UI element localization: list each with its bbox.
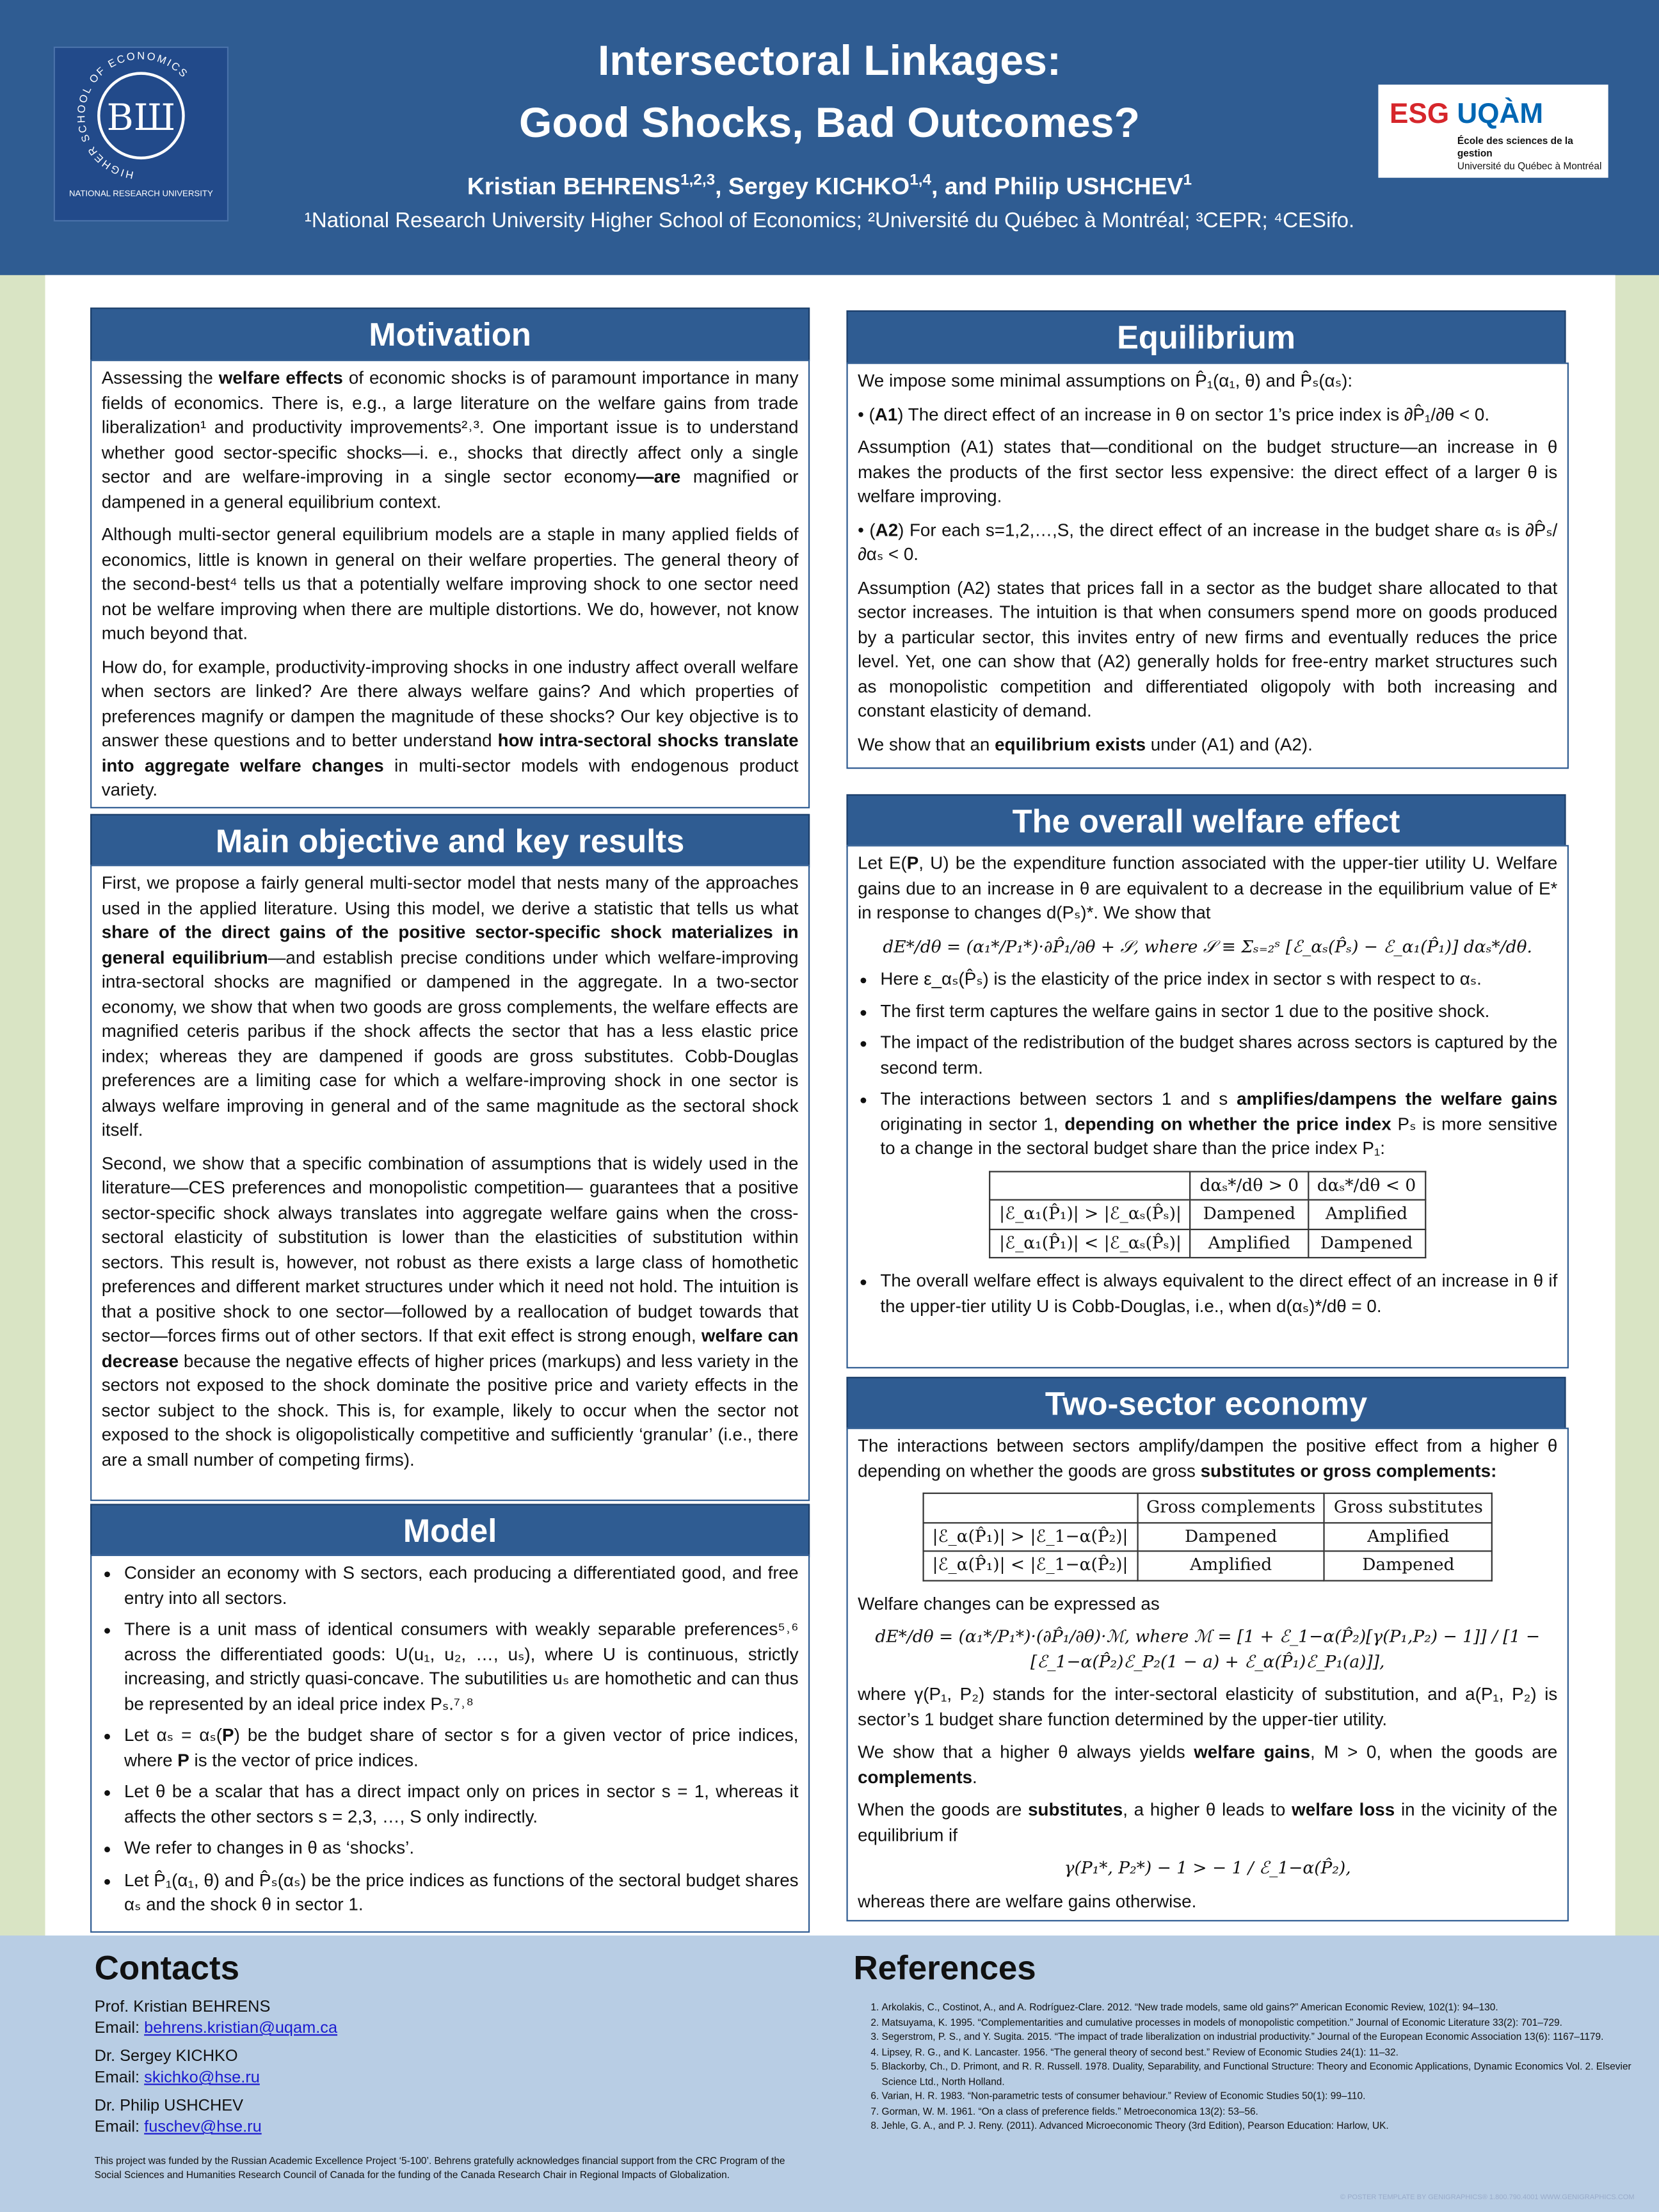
text-segment: Although multi-sector general equilibrium models are a staple in many applied fields of economics, little is known in general on their welfare properties. The general theory of the second-best⁴ tells us that a potentially welfare improving shock to one sector need not be welfare improving when there are multiple distortions. We do, however, not know much beyond that. <box>101 524 799 644</box>
author-name: Philip USHCHEV <box>993 173 1183 200</box>
text-segment: The interactions between sectors 1 and s <box>880 1089 1237 1109</box>
bold-text: depending on whether the price index <box>1064 1114 1391 1134</box>
text-segment: Let αₛ = αₛ( <box>124 1725 223 1745</box>
bold-text: substitutes <box>1028 1800 1123 1820</box>
text-segment: originating in sector 1, <box>880 1114 1065 1134</box>
table-cell: Amplified <box>1308 1200 1425 1229</box>
text-segment: Assessing the <box>101 368 219 389</box>
bold-text: share of the direct gains of the positive sector-specific shock materializes in general equilibrium <box>101 922 799 967</box>
text-segment: Assumption (A2) states that prices fall in a sector as the budget share allocated to that sector increases. The intuition is that when consumers spend more on goods produced by a particular sector, this invites entry of new firms and eventually reduces the price level. Yet, one can show that (A2) generally holds for free-entry market structures such as monopolistic competition and differentiated oligopoly with both increasing and constant elasticity of demand. <box>858 577 1558 721</box>
bold-text: how intra-sectoral shocks translate into aggregate welfare changes <box>101 730 799 776</box>
bold-text: P <box>222 1725 234 1745</box>
title-line-2: Good Shocks, Bad Outcomes? <box>519 100 1140 147</box>
list-item <box>880 1031 1557 1080</box>
author-affil: 1,4 <box>910 172 932 189</box>
table-header: dαₛ*/dθ < 0 <box>1308 1171 1425 1199</box>
text-segment: We impose some minimal assumptions on P̂₁(α₁, θ) and P̂ₛ(αₛ): <box>858 371 1353 391</box>
table-header: Gross substitutes <box>1325 1493 1493 1522</box>
reference-item: 6. Varian, H. R. 1983. “Non-parametric tests of consumer behaviour.” Review of Economic Studies 50(1): 99–110. <box>882 2090 1651 2105</box>
bold-text: welfare loss <box>1292 1800 1395 1820</box>
text-segment: ) The direct effect of an increase in θ on sector 1’s price index is ∂P̂₁/∂θ < 0. <box>897 404 1490 424</box>
paragraph <box>858 1799 1557 1848</box>
table-cell: Amplified <box>1325 1522 1493 1551</box>
text-segment: We refer to changes in θ as ‘shocks’. <box>124 1838 415 1858</box>
list-item <box>880 1270 1557 1319</box>
welfare-heading: The overall welfare effect <box>846 794 1566 848</box>
substitutes-condition: γ(P₁*, P₂*) − 1 > − 1 / ℰ_1−α(P̂₂), <box>1064 1857 1351 1878</box>
equilibrium-heading: Equilibrium <box>846 310 1566 364</box>
text-segment: Assumption (A1) states that—conditional on the budget structure—an increase in θ makes the products of the first sector less expensive: the direct effect of a larger θ is welfare improving. <box>858 437 1558 507</box>
text-segment: • ( <box>858 404 875 424</box>
text-segment: magnified or dampened in a general equilibrium context. <box>101 467 799 511</box>
references-heading: References <box>853 1950 1036 1988</box>
bold-text: welfare gains <box>1194 1742 1311 1762</box>
text-segment: Let E( <box>858 853 907 874</box>
main-objective-heading: Main objective and key results <box>90 814 810 868</box>
model-body <box>90 1555 810 1933</box>
paragraph: Welfare changes can be expressed as <box>858 1593 1160 1614</box>
text-segment: • ( <box>858 520 876 540</box>
email-link[interactable]: behrens.kristian@uqam.ca <box>144 2020 338 2037</box>
table-header <box>923 1493 1137 1522</box>
esg-text: ESG <box>1390 99 1450 130</box>
funding-note: This project was funded by the Russian Academic Excellence Project ‘5-100’. Behrens gratefully acknowledges financial support from the CRC Program of the Social Sciences and Humanities Research Council of Canada for the funding of the Canada Research Chair in Regional Impacts of Globalization. <box>94 2157 785 2181</box>
welfare-body <box>846 845 1568 1368</box>
text-segment: Pₛ is more sensitive to a change in the sectoral budget share than the price index P₁: <box>880 1114 1558 1158</box>
paragraph <box>858 1741 1557 1790</box>
text-segment: There is a unit mass of identical consumers with weakly separable preferences⁵˒⁶ across the differentiated goods: U(u₁, u₂, …, uₛ), where U is continuous, strictly increasing, and strictly quasi-concave. The subutilities uₛ are homothetic and can thus be represented by an ideal price index Pₛ.⁷˒⁸ <box>124 1619 799 1713</box>
paragraph <box>102 524 799 647</box>
table-cell: Dampened <box>1308 1229 1425 1258</box>
text-segment: When the goods are <box>858 1800 1029 1820</box>
template-credit: © POSTER TEMPLATE BY GENIGRAPHICS® 1.800.790.4001 WWW.GENIGRAPHICS.COM <box>1340 2193 1635 2202</box>
text-segment: How do, for example, productivity-improving shocks in one industry affect overall welfare when sectors are linked? Are there always welfare gains? And which properties of preferences magnify or dampen the magnitude of these shocks? Our key objective is to answer these questions and to better understand <box>101 657 799 751</box>
text-segment: , U) be the expenditure function associated with the upper-tier utility U. Welfare gains due to an increase in θ are equivalent to a decrease in the equilibrium value of E* in response to changes d(Pₛ)*. We show that <box>858 853 1558 923</box>
table-cell: |ℰ_α(P̂₁)| > |ℰ_1−α(P̂₂)| <box>923 1522 1137 1551</box>
list-item <box>124 1724 799 1773</box>
paragraph <box>102 872 799 1143</box>
table-cell: Amplified <box>1137 1551 1325 1580</box>
list-item <box>124 1562 799 1611</box>
email-label: Email: <box>94 2069 145 2087</box>
list-item <box>124 1837 799 1862</box>
hse-mark: ВШ <box>106 95 176 139</box>
author-affil: 1,2,3 <box>680 172 716 189</box>
bold-text: substitutes or gross complements: <box>1200 1461 1497 1481</box>
poster-header <box>0 0 1659 275</box>
text-segment: Second, we show that a specific combination of assumptions that is widely used in the literature—CES preferences and monopolistic competition— guarantees that a positive sector-specific shock always translates into aggregate welfare gains when the cross-sectoral elasticity of substitution is lower than the elasticities of substitution within sectors. This result is, however, not robust as there exists a large class of homothetic preferences and different market structures under which it need not hold. The intuition is that a positive shock to one sector—followed by a reallocation of budget towards that sector—forces firms out of other sectors. If that exit effect is strong enough, <box>101 1153 799 1346</box>
paragraph <box>102 1152 799 1473</box>
list-item <box>880 968 1557 993</box>
bold-text: equilibrium exists <box>995 734 1146 755</box>
hse-logo-text: NATIONAL RESEARCH UNIVERSITY <box>68 190 213 199</box>
list-item <box>124 1781 799 1830</box>
bold-text: A1 <box>874 404 898 424</box>
table-cell: |ℰ_α₁(P̂₁)| > |ℰ_αₛ(P̂ₛ)| <box>990 1200 1190 1229</box>
paragraph <box>102 655 799 803</box>
text-segment: Let θ be a scalar that has a direct impact only on prices in sector s = 1, whereas it affects the other sectors s = 2,3, …, S only indirectly. <box>124 1781 799 1827</box>
table-cell: Amplified <box>1190 1229 1308 1258</box>
paragraph <box>858 369 1557 394</box>
table-cell: Dampened <box>1325 1551 1493 1580</box>
email-label: Email: <box>94 2119 145 2136</box>
contacts-heading: Contacts <box>94 1950 240 1988</box>
author-affil: 1 <box>1183 172 1192 189</box>
bold-text: A2 <box>875 520 899 540</box>
text-segment: The interactions between sectors amplify/dampen the positive effect from a higher θ depending on whether the goods are gross <box>858 1436 1558 1481</box>
bold-text: —are <box>636 467 681 487</box>
motivation-heading: Motivation <box>90 307 810 361</box>
text-segment: We show that a higher θ always yields <box>858 1742 1194 1762</box>
separator: , and <box>931 173 994 200</box>
reference-item: 3. Segerstrom, P. S., and Y. Sugita. 2015. “The impact of trade liberalization on industrial productivity.” Journal of the European Economic Association 13(6): 1167–1179. <box>882 2032 1651 2046</box>
esg-uqam-logo <box>1378 84 1608 177</box>
text-segment: We show that an <box>858 734 995 755</box>
list-item <box>880 1087 1557 1162</box>
text-segment: of economic shocks is of paramount importance in many fields of economics. There is, e.g., a large literature on the welfare gains from trade liberalization¹ and productivity improvements²˒³. One important issue is to understand whether good sector-specific shocks—i. e., shocks that directly affect only a single sector and are welfare-improving in a single sector economy <box>101 368 799 487</box>
paragraph <box>858 576 1557 724</box>
text-segment: Let P̂₁(α₁, θ) and P̂ₛ(αₛ) be the price indices as functions of the sectoral budget shares αₛ and the shock θ in sector 1. <box>124 1870 799 1914</box>
uqam-text: UQÀM <box>1457 99 1544 130</box>
bold-text: P <box>906 853 919 874</box>
list-item <box>124 1868 799 1918</box>
author-name: Kristian BEHRENS <box>467 173 680 200</box>
table-header: Gross complements <box>1137 1493 1325 1522</box>
text-segment: The overall welfare effect is always equivalent to the direct effect of an increase in θ if the upper-tier utility U is Cobb-Douglas, i.e., when d(αₛ)*/dθ = 0. <box>880 1270 1558 1316</box>
contacts-list <box>95 1998 337 2138</box>
paragraph <box>102 367 799 515</box>
welfare-table <box>990 1170 1426 1258</box>
text-segment: The first term captures the welfare gains in sector 1 due to the positive shock. <box>880 1000 1490 1021</box>
welfare-equation: dE*/dθ = (α₁*/P₁*)·∂P̂₁/∂θ + 𝒮, where 𝒮 ≡ Σₛ₌₂ˢ [ℰ_αₛ(P̂ₛ) − ℰ_α₁(P̂₁)] dαₛ*/dθ. <box>883 936 1532 956</box>
table-header <box>990 1171 1190 1199</box>
email-link[interactable]: fuschev@hse.ru <box>144 2119 262 2136</box>
text-segment: First, we propose a fairly general multi-sector model that nests many of the approaches used in the applied literature. Using this model, we derive a statistic that tells us what <box>101 873 799 918</box>
motivation-body <box>90 360 810 808</box>
reference-item: 2. Matsuyama, K. 1995. “Complementarities and cumulative processes in models of monopolistic competition.” Journal of Economic Literature 33(2): 701–729. <box>882 2017 1651 2032</box>
text-segment: ) be the budget share of sector s for a given vector of price indices, where <box>124 1725 799 1770</box>
contact-name: Dr. Sergey KICHKO <box>94 2048 238 2065</box>
text-segment: Consider an economy with S sectors, each producing a differentiated good, and free entry into all sectors. <box>124 1563 799 1608</box>
two-sector-heading: Two-sector economy <box>846 1377 1566 1431</box>
bold-text: P <box>177 1750 189 1770</box>
two-sector-body <box>846 1428 1568 1921</box>
email-link[interactable]: skichko@hse.ru <box>144 2069 260 2087</box>
assumption-a1 <box>858 403 1557 428</box>
model-heading: Model <box>90 1504 810 1558</box>
reference-item: 5. Blackorby, Ch., D. Primont, and R. R. Russell. 1978. Duality, Separability, and Functional Structure: Theory and Economic Applications, Dynamic Economics Vol. 2. Elsevier Science Ltd., North Holland. <box>882 2061 1651 2090</box>
text-segment: . <box>972 1767 977 1787</box>
paragraph <box>858 733 1557 758</box>
table-header: dαₛ*/dθ > 0 <box>1190 1171 1308 1199</box>
paragraph <box>858 436 1557 510</box>
hse-ring-text-path: HIGHER SCHOOL OF ECONOMICS <box>75 49 191 182</box>
table-cell: |ℰ_α₁(P̂₁)| < |ℰ_αₛ(P̂ₛ)| <box>990 1229 1190 1258</box>
bold-text: complements <box>858 1767 973 1787</box>
paragraph <box>858 1435 1557 1484</box>
reference-item: 8. Jehle, G. A., and P. J. Reny. (2011). Advanced Microeconomic Theory (3rd Edition), Pearson Education: Harlow, UK. <box>882 2120 1651 2135</box>
text-segment: because the negative effects of higher prices (markups) and less variety in the sectors not exposed to the shock dominate the positive price and variety effects in the sector subject to the shock. This is, for example, likely to occur when the sector not exposed to the shock is oligopolistically competitive and sufficiently ‘granular’ (i.e., there are a small number of competing firms). <box>101 1350 799 1470</box>
assumption-a2 <box>858 518 1557 568</box>
paragraph <box>858 852 1557 926</box>
bold-text: welfare effects <box>218 368 343 389</box>
text-segment: —and establish precise conditions under which welfare-improving intra-sectoral shocks are magnified or dampened in the aggregate. In a two-sector economy, we show that when two goods are gross complements, the welfare effects are magnified ceteris paribus if the shock affects the sector that has a less elastic price index; whereas they are dampened if goods are gross substitutes. Cobb-Douglas preferences are a limiting case for which a welfare-improving shock in one sector is always welfare improving in general and of the same magnitude as the sectoral shock itself. <box>101 947 799 1140</box>
reference-item: 1. Arkolakis, C., Costinot, A., and A. Rodríguez-Clare. 2012. “New trade models, same old gains?” American Economic Review, 102(1): 94–130. <box>882 2002 1651 2017</box>
bold-text: amplifies/dampens the welfare gains <box>1237 1089 1558 1109</box>
reference-item: 4. Lipsey, R. G., and K. Lancaster. 1956. “The general theory of second best.” Review of Economic Studies 24(1): 11–32. <box>882 2046 1651 2061</box>
text-segment: whereas there are welfare gains otherwise. <box>858 1891 1197 1911</box>
separator: , <box>715 173 729 200</box>
two-sector-equation: dE*/dθ = (α₁*/P₁*)·(∂P̂₁/∂θ)·ℳ, where ℳ = [1 + ℰ_1−α(P̂₂)[γ(P₁,P₂) − 1]] / [1 − [ℰ_1−α(P̂₂)ℰ_P₂(1 − a) + ℰ_α(P̂₁)ℰ_P₁(a)]], <box>875 1626 1541 1671</box>
esg-line-2: Université du Québec à Montréal <box>1457 162 1602 172</box>
table-cell: Dampened <box>1190 1200 1308 1229</box>
list-item <box>880 1000 1557 1025</box>
text-segment: where γ(P₁, P₂) stands for the inter-sectoral elasticity of substitution, and a(P₁, P₂) is sector’s 1 budget share function determined by the upper-tier utility. <box>858 1684 1558 1729</box>
two-sector-table <box>922 1493 1493 1581</box>
title-line-1: Intersectoral Linkages: <box>598 38 1061 85</box>
text-segment: , M > 0, when the goods are <box>1310 1742 1558 1762</box>
text-segment: The impact of the redistribution of the budget shares across sectors is captured by the second term. <box>880 1032 1558 1077</box>
table-cell: |ℰ_α(P̂₁)| < |ℰ_1−α(P̂₂)| <box>923 1551 1137 1580</box>
paragraph <box>858 1683 1557 1732</box>
text-segment: under (A1) and (A2). <box>1146 734 1313 755</box>
text-segment: , a higher θ leads to <box>1123 1800 1292 1820</box>
list-item <box>124 1618 799 1717</box>
esg-line-1: École des sciences de la gestion <box>1457 136 1573 160</box>
table-cell: Dampened <box>1137 1522 1325 1551</box>
author-name: Sergey KICHKO <box>728 173 910 200</box>
text-segment: ) For each s=1,2,…,S, the direct effect of an increase in the budget share αₛ is ∂P̂ₛ/∂αₛ < 0. <box>858 520 1558 565</box>
contact-name: Dr. Philip USHCHEV <box>94 2097 244 2115</box>
paragraph <box>858 1889 1557 1914</box>
reference-item: 7. Gorman, W. M. 1961. “On a class of preference fields.” Metroeconomica 13(2): 53–56. <box>882 2106 1651 2120</box>
contact-name: Prof. Kristian BEHRENS <box>94 1999 271 2016</box>
equilibrium-body <box>846 362 1568 769</box>
bold-text: welfare can decrease <box>101 1326 799 1371</box>
references-list <box>856 2002 1651 2135</box>
main-objective-body <box>90 865 810 1501</box>
text-segment: in multi-sector models with endogenous product variety. <box>101 755 799 800</box>
affiliations: ¹National Research University Higher School of Economics; ²Université du Québec à Montréal; ³CEPR; ⁴CESifo. <box>304 209 1355 233</box>
text-segment: Here ε_αₛ(P̂ₛ) is the elasticity of the price index in sector s with respect to αₛ. <box>880 969 1482 990</box>
email-label: Email: <box>94 2020 145 2037</box>
text-segment: in the vicinity of the equilibrium if <box>858 1800 1558 1845</box>
text-segment: is the vector of price indices. <box>189 1750 419 1770</box>
